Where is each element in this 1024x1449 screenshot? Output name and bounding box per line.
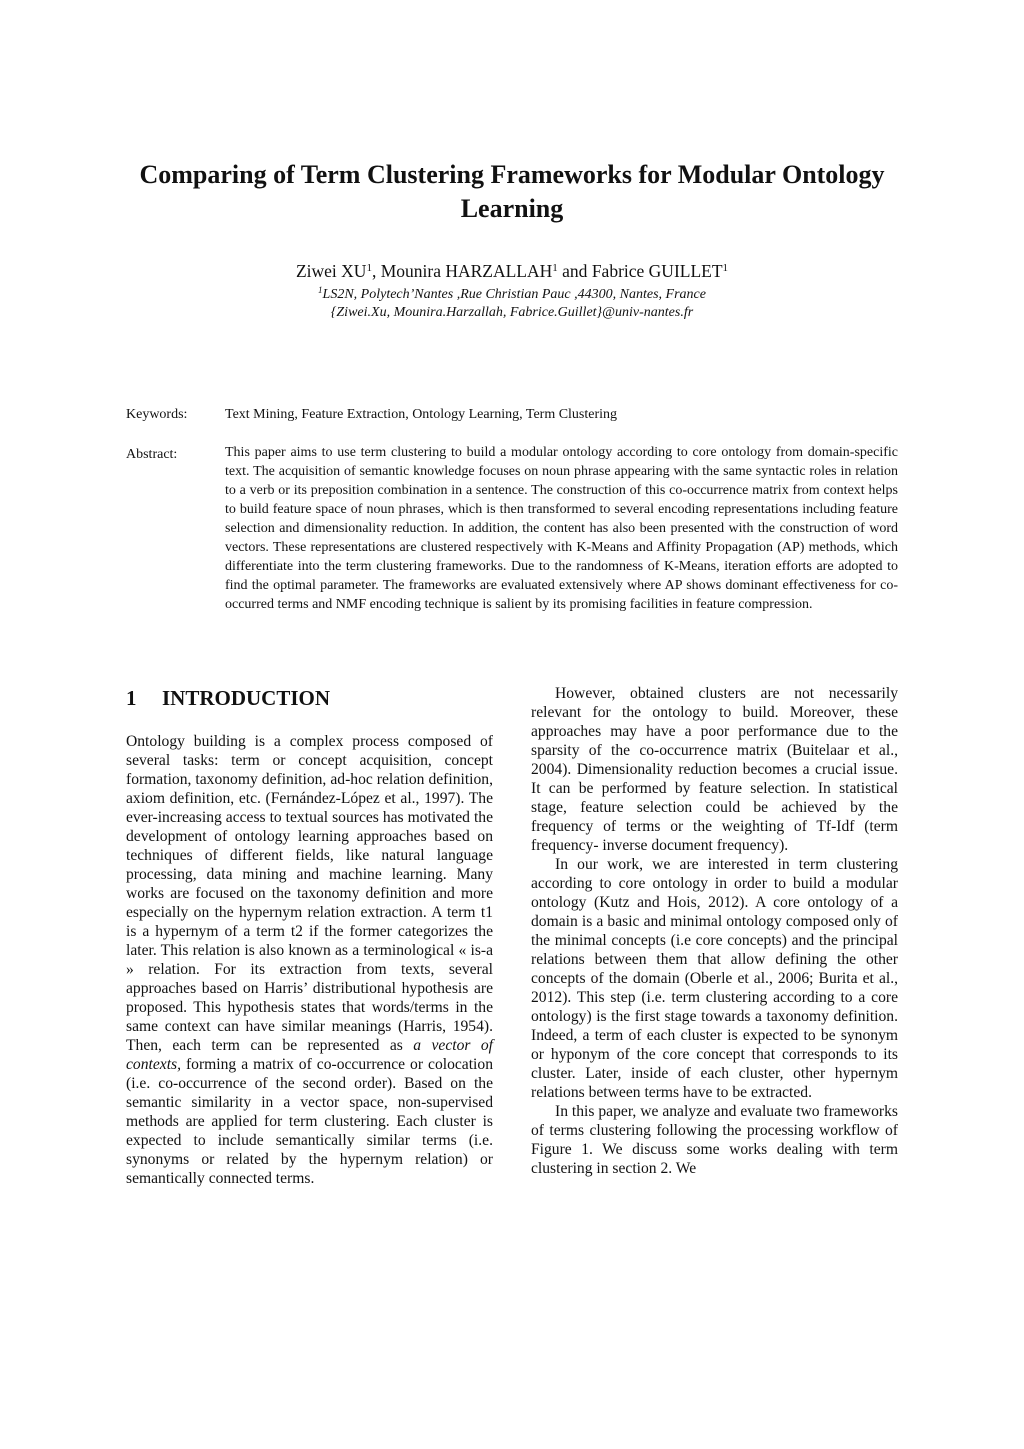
intro-emphasis: a vector of contexts, — [126, 1037, 494, 1073]
left-column — [126, 732, 493, 1188]
author-separator: and — [557, 261, 592, 281]
intro-text-part: Ontology building is a complex process composed of several tasks: term or concept acquisition, concept formation, taxonomy definition, ad-hoc relation definition, axiom definition, etc. (Fernández-López et al., 1997). The ever-increasing access to textual sources has motivated the development of ontology learning approaches based on techniques of different fields, like natural language processing, data mining and machine learning. Many works are focused on the taxonomy definition and more especially on the hypernym relation extraction. A term t1 is a hypernym of a term t2 if the former categorizes the later. This relation is also known as a terminological « is-a » relation. For its extraction from texts, several approaches based on Harris’ distributional hypothesis are proposed. This hypothesis states that words/terms in the same context can have similar meanings (Harris, 1954). Then, each term can be represented as — [126, 733, 493, 1054]
section-title: INTRODUCTION — [162, 686, 331, 710]
author-affiliation-mark: 1 — [366, 262, 372, 274]
affiliation-mark: 1 — [318, 285, 323, 295]
intro-paragraph — [126, 732, 493, 1188]
author-name: Fabrice GUILLET — [591, 261, 723, 281]
author-affiliation-mark: 1 — [722, 262, 729, 274]
affiliation-text: LS2N, Polytech’Nantes ,Rue Christian Pauc ,44300, Nantes, France — [322, 287, 706, 302]
affiliation — [100, 285, 924, 304]
author-separator: , — [371, 261, 381, 281]
abstract-text: This paper aims to use term clustering to build a modular ontology according to core ontology from domain-specific text. The acquisition of semantic knowledge focuses on noun phrase appearing with the same syntactic roles in relation to a verb or its preposition combination in a sentence. The construction of this co-occurrence matrix from context helps to build feature space of noun phrases, which is then transformed to several encoding representations including feature selection and dimensionality reduction. In addition, the content has also been presented with the construction of word vectors. These representations are clustered respectively with K-Means and Affinity Propagation (AP) methods, which differentiate into the term clustering frameworks. Due to the randomness of K-Means, iteration efforts are adopted to find the optimal parameter. The frameworks are evaluated extensively where AP shows dominant effectiveness for co-occurred terms and NMF encoding technique is salient by its promising facilities in feature compression. — [225, 445, 898, 612]
author-name: Ziwei XU — [295, 261, 367, 281]
section-number: 1 — [126, 686, 137, 710]
author-affiliation-mark: 1 — [552, 262, 558, 274]
intro-text-part: forming a matrix of co-occurrence or colocation (i.e. co-occurrence of the second order). Based on the semantic similarity in a vector space, non-supervised methods are applied for term clustering. Each cluster is expected to include semantically similar terms (i.e. synonyms or related by the hypernym relation) or semantically connected terms. — [126, 1056, 493, 1187]
right-column — [531, 684, 898, 1178]
paper-title: Comparing of Term Clustering Frameworks for Modular Ontology Learning — [139, 160, 885, 223]
keywords-label: Keywords: — [126, 407, 188, 422]
body-paragraph: However, obtained clusters are not necessarily relevant for the ontology to build. Moreover, these approaches may have a poor performance due to the sparsity of the co-occurrence matrix (Buitelaar et al., 2004). Dimensionality reduction becomes a crucial issue. It can be performed by feature selection. In statistical stage, feature selection could be achieved by the frequency of terms or the weighting of Tf-Idf (term frequency- inverse document frequency). — [531, 685, 898, 854]
body-paragraph: In this paper, we analyze and evaluate two frameworks of terms clustering following the processing workflow of Figure 1. We discuss some works dealing with term clustering in section 2. We — [531, 1103, 898, 1177]
keywords-text: Text Mining, Feature Extraction, Ontology Learning, Term Clustering — [225, 407, 618, 422]
abstract-label: Abstract: — [126, 447, 178, 462]
body-paragraph: In our work, we are interested in term clustering according to core ontology in order to build a modular ontology (Kutz and Hois, 2012). A core ontology of a domain is a basic and minimal ontology composed only of the minimal concepts (i.e core concepts) and the principal relations between them that allow defining the other concepts of the domain (Oberle et al., 2006; Burita et al., 2012). This step (i.e. term clustering according to a core ontology) is the first stage towards a taxonomy definition. Indeed, a term of each cluster is expected to be synonym or hyponym of the core concept that corresponds to its cluster. Later, inside of each cluster, other hypernym relations between terms have to be extracted. — [531, 856, 898, 1101]
author-name: Mounira HARZALLAH — [380, 261, 553, 281]
author-emails: {Ziwei.Xu, Mounira.Harzallah, Fabrice.Guillet}@univ-nantes.fr — [330, 305, 694, 320]
author-list — [100, 260, 924, 282]
